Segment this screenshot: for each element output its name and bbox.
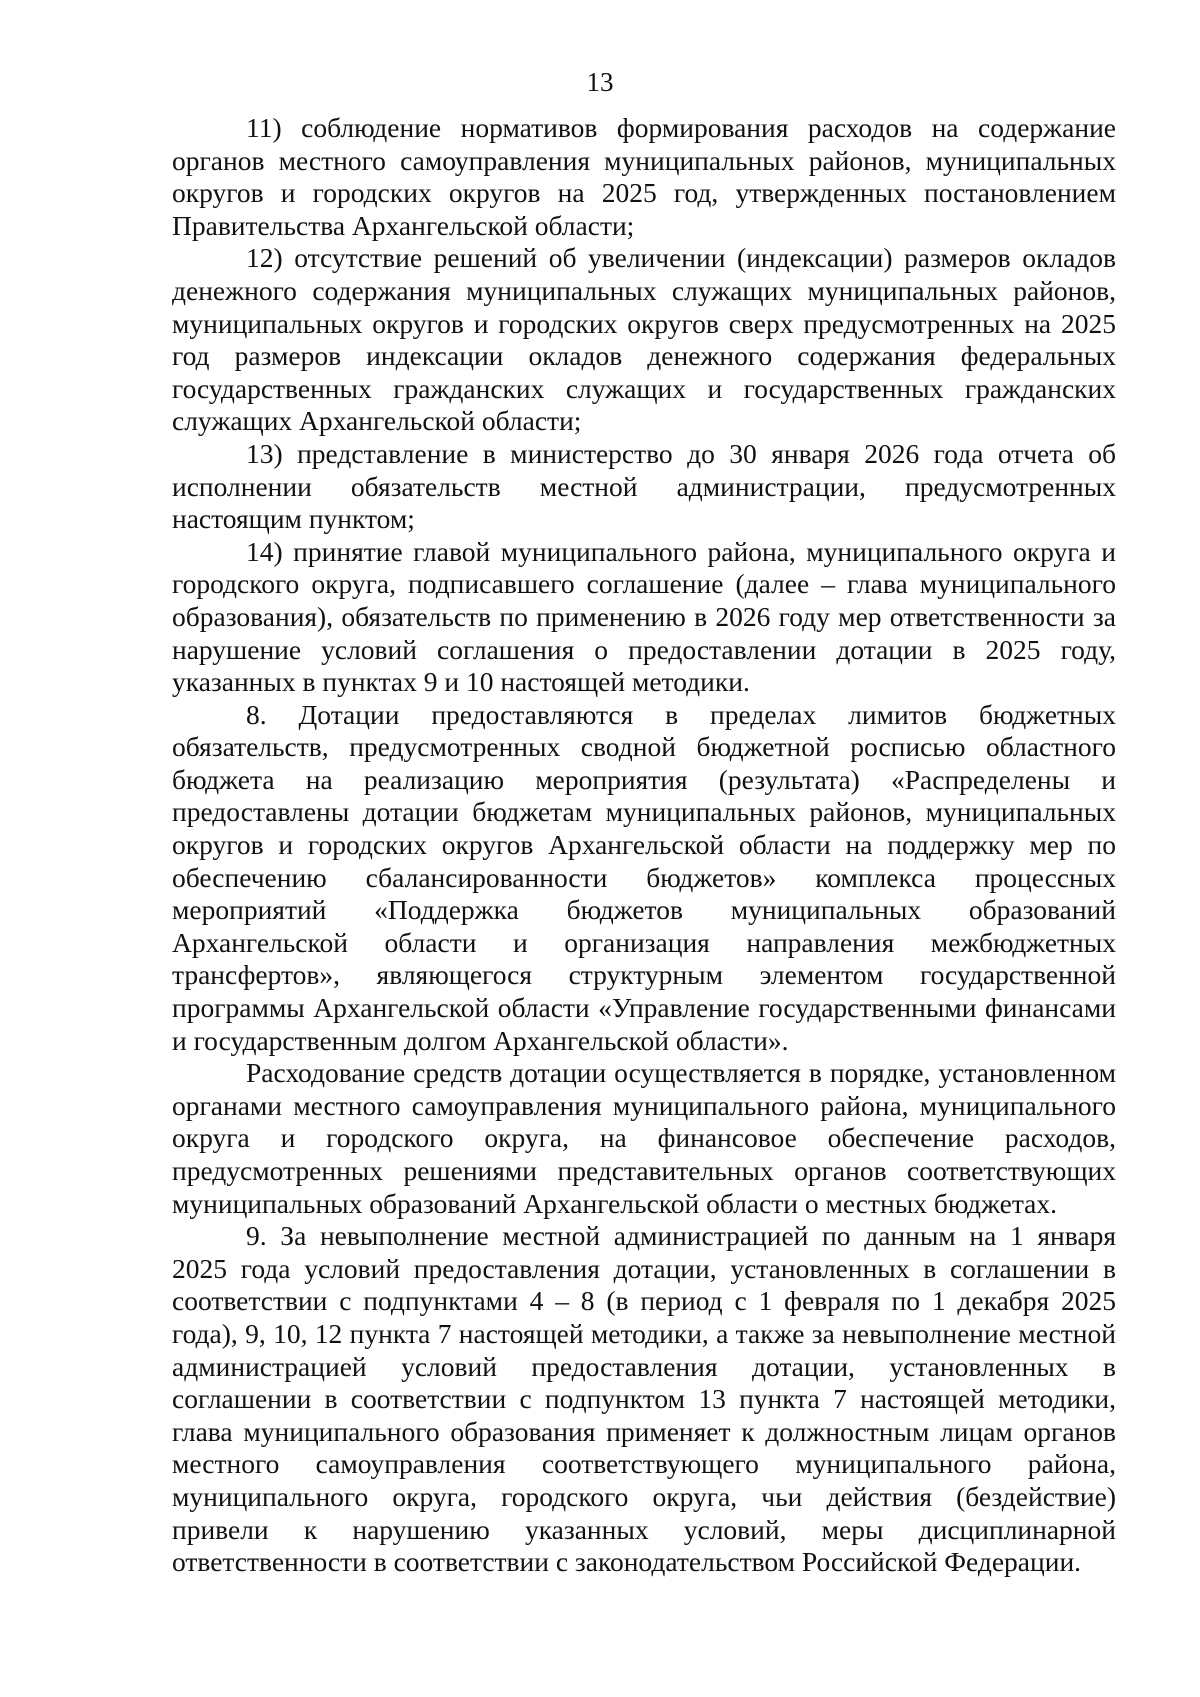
- paragraph-spending: Расходование средств дотации осуществляется в порядке, установленном органами местного самоуправления муниципального района, муниципального округа и городского округа, на финансовое обеспечение расходов, предусмотренных решениями представительных органов соответствующих муниципальных образований Архангельской области о местных бюджетах.: [172, 1057, 1116, 1219]
- paragraph-item-12: 12) отсутствие решений об увеличении (индексации) размеров окладов денежного содержания муниципальных служащих муниципальных районов, муниципальных округов и городских округов сверх предусмотренных на 2025 год размеров индексации окладов денежного содержания федеральных государственных гражданских служащих и государственных гражданских служащих Архангельской области;: [172, 242, 1116, 437]
- document-body: [172, 112, 1116, 1579]
- paragraph-item-14: 14) принятие главой муниципального района, муниципального округа и городского округа, подписавшего соглашение (далее – глава муниципального образования), обязательств по применению в 2026 году мер ответственности за нарушение условий соглашения о предоставлении дотации в 2025 году, указанных в пунктах 9 и 10 настоящей методики.: [172, 535, 1116, 698]
- paragraph-item-13: 13) представление в министерство до 30 января 2026 года отчета об исполнении обязательств местной администрации, предусмотренных настоящим пунктом;: [172, 437, 1116, 535]
- paragraph-item-11: 11) соблюдение нормативов формирования расходов на содержание органов местного самоуправления муниципальных районов, муниципальных округов и городских округов на 2025 год, утвержденных постановлением Правительства Архангельской области;: [172, 112, 1116, 241]
- paragraph-clause-9: 9. За невыполнение местной администрацией по данным на 1 января 2025 года условий предоставления дотации, установленных в соглашении в соответствии с подпунктами 4 – 8 (в период с 1 февраля по 1 декабря 2025 года), 9, 10, 12 пункта 7 настоящей методики, а также за невыполнение местной администрацией условий предоставления дотации, установленных в соглашении в соответствии с подпунктом 13 пункта 7 настоящей методики, глава муниципального образования применяет к должностным лицам органов местного самоуправления соответствующего муниципального района, муниципального округа, городского округа, чьи действия (бездействие) привели к нарушению указанных условий, меры дисциплинарной ответственности в соответствии с законодательством Российской Федерации.: [172, 1220, 1116, 1578]
- paragraph-clause-8: 8. Дотации предоставляются в пределах лимитов бюджетных обязательств, предусмотренных сводной бюджетной росписью областного бюджета на реализацию мероприятия (результата) «Распределены и предоставлены дотации бюджетам муниципальных районов, муниципальных округов и городских округов Архангельской области на поддержку мер по обеспечению сбалансированности бюджетов» комплекса процессных мероприятий «Поддержка бюджетов муниципальных образований Архангельской области и организация направления межбюджетных трансфертов», являющегося структурным элементом государственной программы Архангельской области «Управление государственными финансами и государственным долгом Архангельской области».: [172, 698, 1116, 1056]
- page-number: 13: [586, 67, 614, 97]
